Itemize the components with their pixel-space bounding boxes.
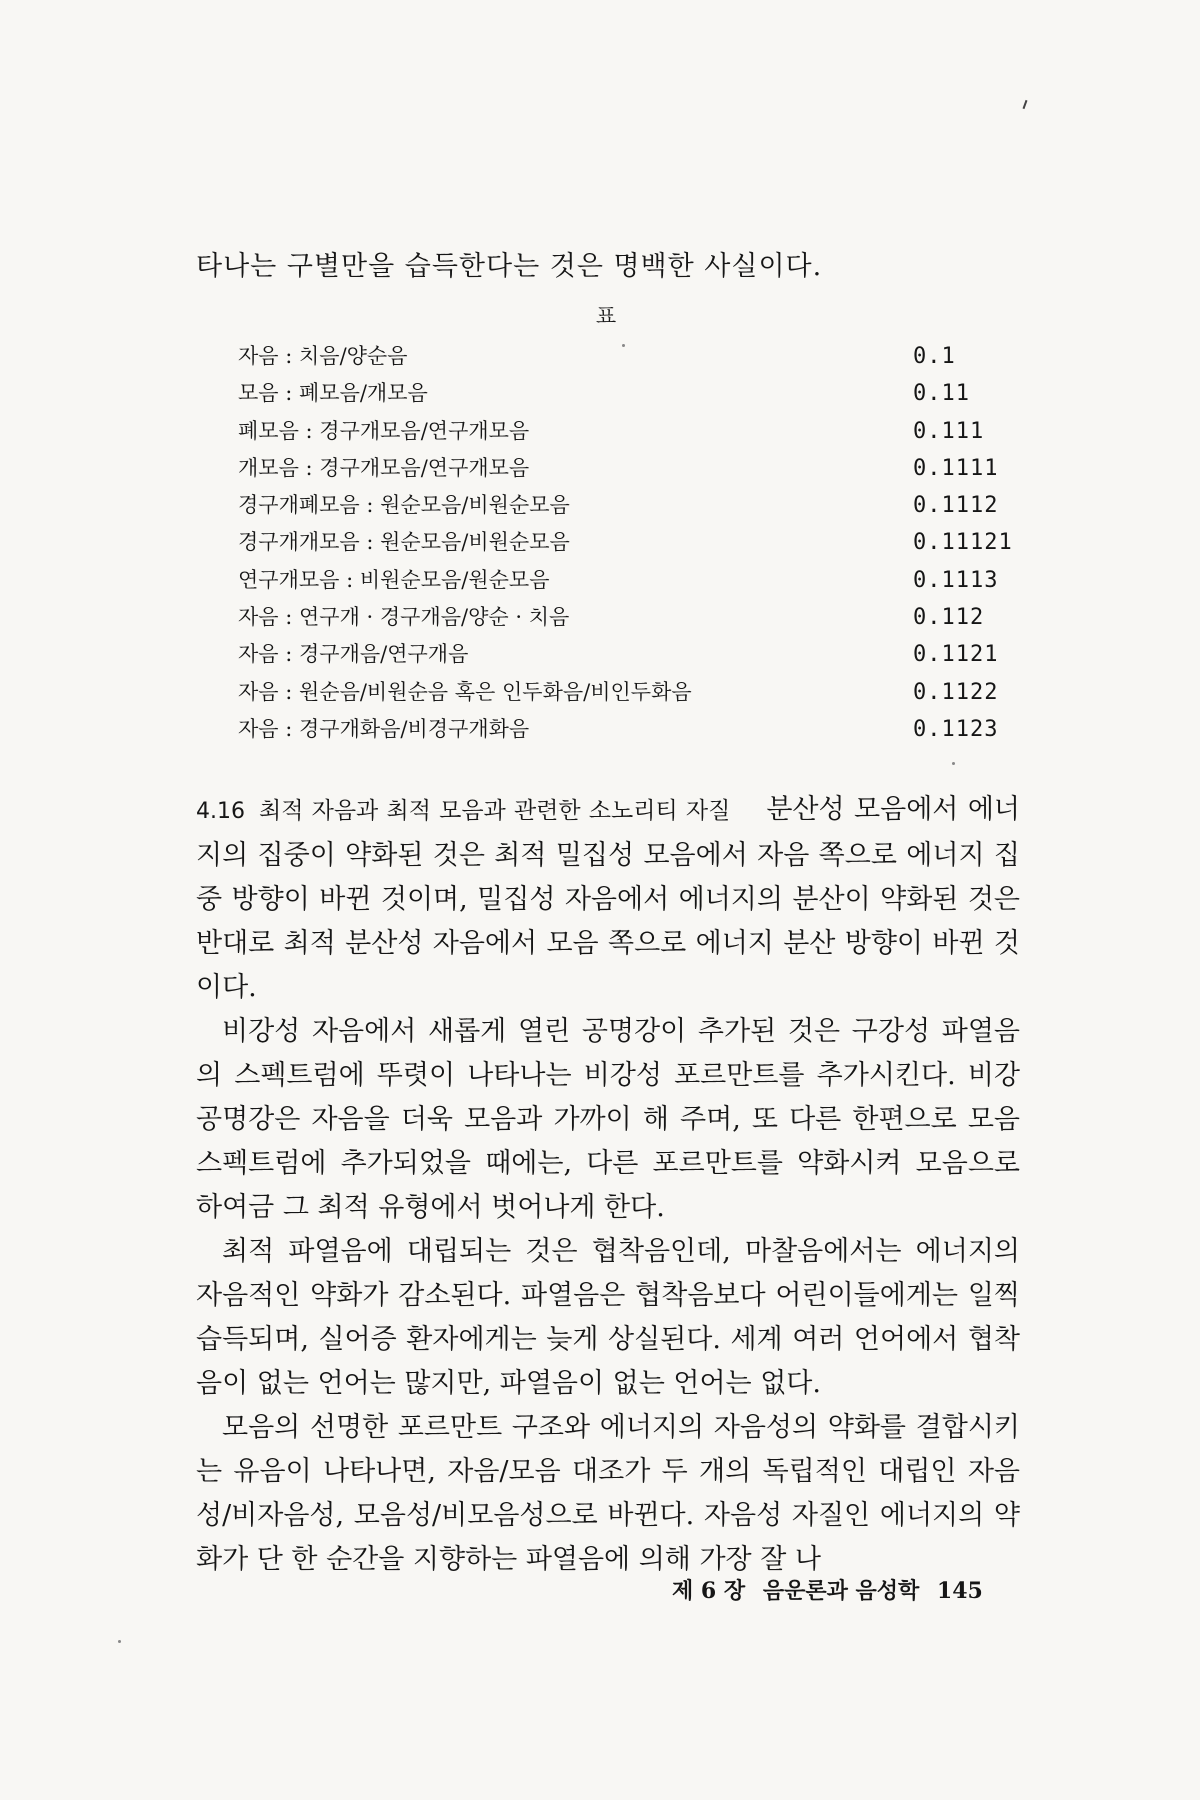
table-row bbox=[238, 338, 998, 375]
section-first-paragraph: 분산성 모음에서 에너지의 집중이 약화된 것은 최적 밀집성 모음에서 자음 쪽으로 에너지 집중 방향이 바뀐 것이며, 밀집성 자음에서 에너지의 분산이 약화된 것은 반대로 최적 분산성 자음에서 모음 쪽으로 에너지 분산 방향이 바뀐 것이다. bbox=[196, 794, 1021, 1003]
table-row-code: 0.111 bbox=[913, 418, 985, 444]
table-row-code: 0.1113 bbox=[913, 567, 999, 593]
table-row-label: 폐모음 : 경구개모음/연구개모음 bbox=[238, 418, 530, 443]
speck bbox=[118, 1640, 121, 1643]
table-row bbox=[238, 487, 998, 524]
table-row-label: 개모음 : 경구개모음/연구개모음 bbox=[238, 455, 530, 480]
speck bbox=[952, 762, 955, 765]
table-title: 표 bbox=[595, 304, 617, 328]
feature-table bbox=[238, 338, 1013, 748]
table-row-label: 자음 : 연구개 · 경구개음/양순 · 치음 bbox=[238, 605, 570, 630]
paragraph: 비강성 자음에서 새롭게 열린 공명강이 추가된 것은 구강성 파열음의 스펙트럼에 뚜렷이 나타나는 비강성 포르만트를 추가시킨다. 비강 공명강은 자음을 더욱 모음과 가까이 해 주며, 또 다른 한편으로 모음 스펙트럼에 추가되었을 때에는, 다른 포르만트를 약화시켜 모음으로 하여금 그 최적 유형에서 벗어나게 한다. bbox=[196, 1016, 1020, 1223]
table-row-label: 모음 : 폐모음/개모음 bbox=[238, 381, 428, 406]
table-row-code: 0.11 bbox=[913, 381, 970, 407]
paragraph: 모음의 선명한 포르만트 구조와 에너지의 자음성의 약화를 결합시키는 유음이 나타나면, 자음/모음 대조가 두 개의 독립적인 대립인 자음성/비자음성, 모음성/비모음성으로 바뀐다. 자음성 자질인 에너지의 약화가 단 한 순간을 지향하는 파열음에 의해 가장 잘 나 bbox=[196, 1412, 1020, 1575]
paragraph: 최적 파열음에 대립되는 것은 협착음인데, 마찰음에서는 에너지의 자음적인 약화가 감소된다. 파열음은 협착음보다 어린이들에게는 일찍 습득되며, 실어증 환자에게는 늦게 상실된다. 세계 여러 언어에서 협착음이 없는 언어는 많지만, 파열음이 없는 언어는 없다. bbox=[196, 1236, 1020, 1399]
table-row-code: 0.1 bbox=[913, 344, 956, 369]
table-row bbox=[238, 450, 998, 487]
table-row bbox=[238, 674, 998, 711]
table-row bbox=[238, 375, 998, 412]
section-title: 최적 자음과 최적 모음과 관련한 소노리티 자질 bbox=[258, 798, 731, 824]
table-row-code: 0.1111 bbox=[913, 455, 999, 481]
table-row-label: 자음 : 원순음/비원순음 혹은 인두화음/비인두화음 bbox=[238, 679, 692, 704]
footer-title: 음운론과 음성학 bbox=[762, 1578, 920, 1604]
table-row-label: 자음 : 치음/양순음 bbox=[238, 344, 408, 368]
section-number: 4.16 bbox=[196, 799, 245, 824]
table-row-code: 0.11121 bbox=[913, 530, 1013, 556]
table-row-label: 자음 : 경구개음/연구개음 bbox=[238, 642, 469, 667]
table-row-code: 0.1112 bbox=[913, 493, 999, 519]
table-row bbox=[238, 636, 998, 673]
table-row-label: 경구개개모음 : 원순모음/비원순모음 bbox=[238, 530, 570, 555]
table-row-code: 0.1121 bbox=[913, 642, 999, 668]
page-number: 145 bbox=[936, 1578, 983, 1604]
page-footer bbox=[662, 1574, 983, 1605]
body-text bbox=[196, 788, 1020, 1582]
footer-chapter: 제 6 장 bbox=[672, 1578, 746, 1604]
table-row bbox=[238, 711, 998, 748]
intro-line: 타나는 구별만을 습득한다는 것은 명백한 사실이다. bbox=[196, 251, 823, 282]
table-row-code: 0.1123 bbox=[913, 716, 999, 742]
table-row-code: 0.112 bbox=[913, 605, 985, 631]
table-row bbox=[238, 413, 998, 450]
stray-mark bbox=[1023, 100, 1028, 109]
table-row bbox=[238, 524, 1013, 561]
section-paragraph bbox=[196, 788, 1020, 1010]
table-row-code: 0.1122 bbox=[913, 679, 999, 705]
table-row bbox=[238, 599, 998, 636]
table-row-label: 연구개모음 : 비원순모음/원순모음 bbox=[238, 567, 550, 592]
table-row-label: 경구개폐모음 : 원순모음/비원순모음 bbox=[238, 493, 570, 518]
table-row bbox=[238, 562, 998, 599]
table-row-label: 자음 : 경구개화음/비경구개화음 bbox=[238, 716, 530, 741]
